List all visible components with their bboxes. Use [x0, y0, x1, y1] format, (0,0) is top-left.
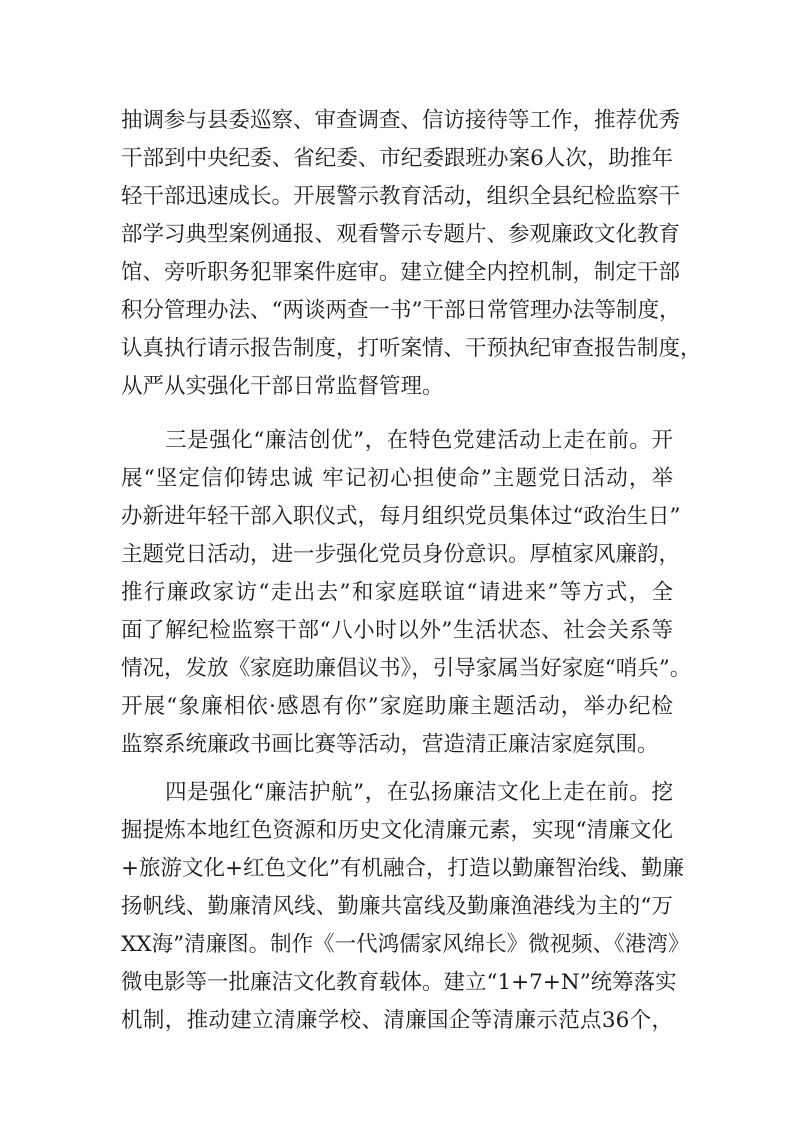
- text-line: 轻干部迅速成长。开展警示教育活动，组织全县纪检监察干: [121, 184, 681, 209]
- text-line: 积分管理办法、“两谈两查一书”干部日常管理办法等制度，: [121, 298, 681, 323]
- text-line: 部学习典型案例通报、观看警示专题片、参观廉政文化教育: [121, 222, 681, 247]
- paragraph-end-line: 从严从实强化干部日常监督管理。: [121, 374, 444, 399]
- paragraph-start-line: 三是强化“廉洁创优”，在特色党建活动上走在前。开: [121, 428, 673, 453]
- text-line: 微电影等一批廉洁文化教育载体。建立“1+7+N”统筹落实: [121, 970, 677, 995]
- text-line: 干部到中央纪委、省纪委、市纪委跟班办案6人次，助推年: [121, 146, 673, 171]
- text-line: XX海”清廉图。制作《一代鸿儒家风绵长》微视频、《港湾》: [121, 932, 690, 957]
- text-line: 办新进年轻干部入职仪式，每月组织党员集体过“政治生日”: [121, 504, 681, 529]
- paragraph-end-line: 监察系统廉政书画比赛等活动，营造清正廉洁家庭氛围。: [121, 732, 659, 757]
- text-line: 扬帆线、勤廉清风线、勤廉共富线及勤廉渔港线为主的“万: [121, 894, 673, 919]
- text-line: 展“坚定信仰铸忠诚 牢记初心担使命”主题党日活动，举: [121, 466, 673, 491]
- text-line: 机制，推动建立清廉学校、清廉国企等清廉示范点36个，: [121, 1008, 673, 1033]
- paragraph-start-line: 四是强化“廉洁护航”，在弘扬廉洁文化上走在前。挖: [121, 780, 673, 805]
- text-line: 馆、旁听职务犯罪案件庭审。建立健全内控机制，制定干部: [121, 260, 681, 285]
- text-line: 抽调参与县委巡察、审查调查、信访接待等工作，推荐优秀: [121, 108, 681, 133]
- text-line: +旅游文化+红色文化”有机融合，打造以勤廉智治线、勤廉: [121, 856, 685, 881]
- text-line: 情况，发放《家庭助廉倡议书》，引导家属当好家庭“哨兵”。: [121, 656, 692, 681]
- text-line: 推行廉政家访“走出去”和家庭联谊“请进来”等方式，全: [121, 580, 673, 605]
- text-line: 认真执行请示报告制度，打听案情、干预执纪审查报告制度，: [121, 336, 702, 361]
- text-line: 开展“象廉相依·感恩有你”家庭助廉主题活动，举办纪检: [121, 694, 673, 719]
- text-line: 主题党日活动，进一步强化党员身份意识。厚植家风廉韵，: [121, 542, 681, 567]
- text-line: 面了解纪检监察干部“八小时以外”生活状态、社会关系等: [121, 618, 673, 643]
- text-line: 掘提炼本地红色资源和历史文化清廉元素，实现“清廉文化: [121, 818, 673, 843]
